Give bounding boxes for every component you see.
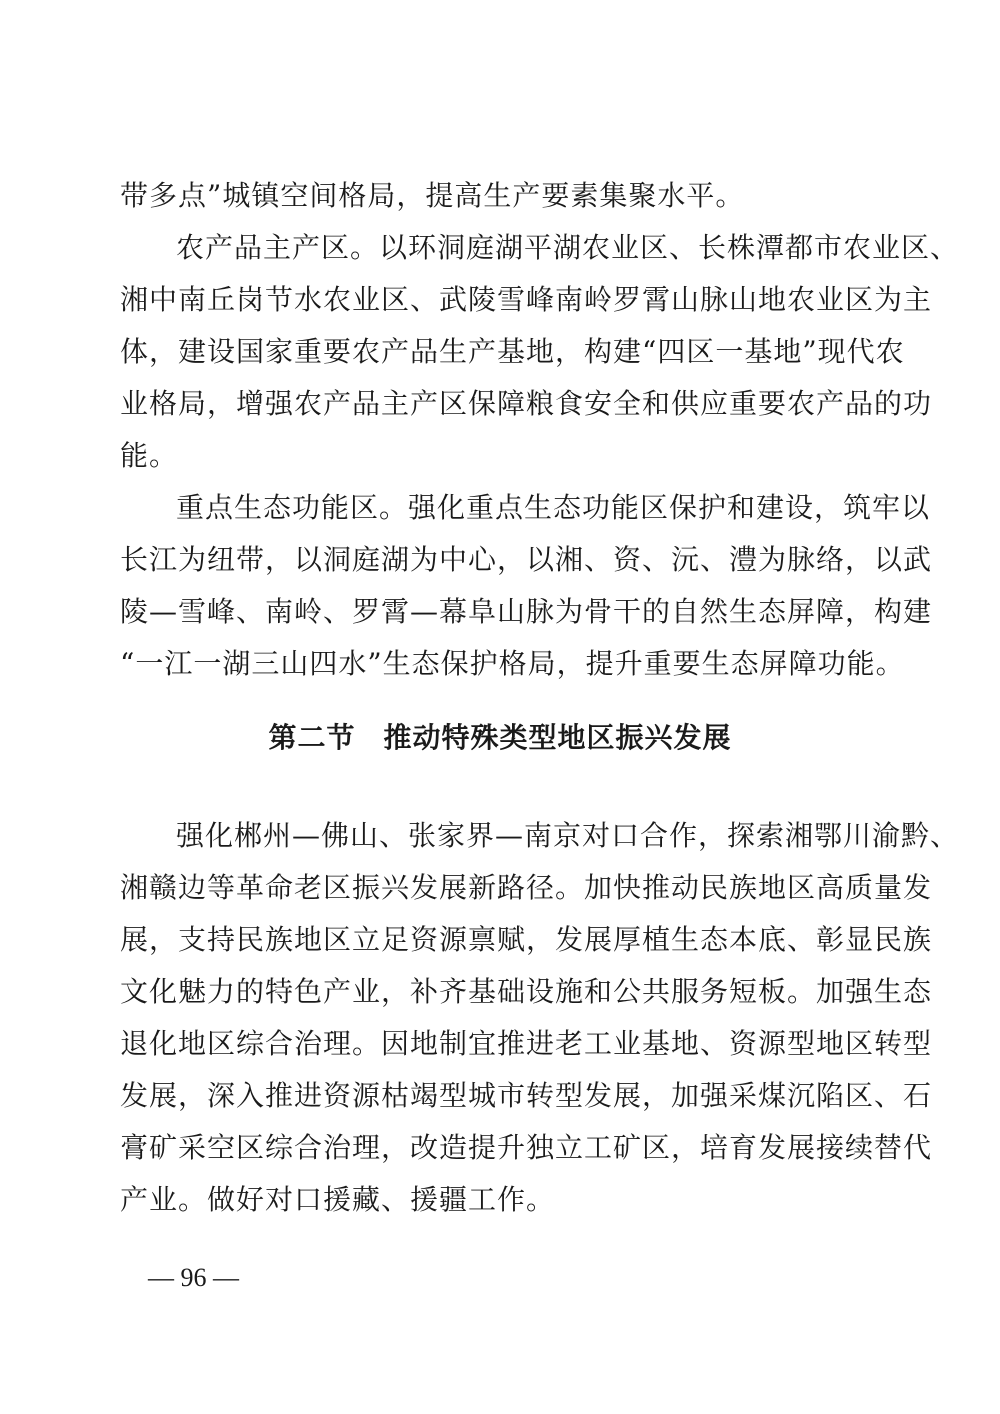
paragraph-line: 产业。做好对口援藏、援疆工作。	[120, 1183, 556, 1216]
paragraph-line: 农产品主产区。以环洞庭湖平湖农业区、长株潭都市农业区、	[176, 231, 960, 264]
page-number: — 96 —	[148, 1263, 239, 1292]
paragraph-line: 发展，深入推进资源枯竭型城市转型发展，加强采煤沉陷区、石	[120, 1079, 933, 1112]
section-number: 第二节	[268, 721, 356, 754]
paragraph-line: 展，支持民族地区立足资源禀赋，发展厚植生态本底、彰显民族	[120, 923, 933, 956]
paragraph-line: “一江一湖三山四水”生态保护格局，提升重要生态屏障功能。	[120, 647, 905, 680]
paragraph-line: 文化魅力的特色产业，补齐基础设施和公共服务短板。加强生态	[120, 975, 933, 1008]
paragraph-line: 强化郴州—佛山、张家界—南京对口合作，探索湘鄂川渝黔、	[176, 819, 960, 852]
paragraph-line: 湘赣边等革命老区振兴发展新路径。加快推动民族地区高质量发	[120, 871, 933, 904]
paragraph-line: 陵—雪峰、南岭、罗霄—幕阜山脉为骨干的自然生态屏障，构建	[120, 595, 933, 628]
paragraph-line: 能。	[120, 439, 179, 472]
section-heading	[0, 712, 1000, 764]
paragraph-line: 带多点”城镇空间格局，提高生产要素集聚水平。	[120, 179, 745, 212]
paragraph-line: 退化地区综合治理。因地制宜推进老工业基地、资源型地区转型	[120, 1027, 933, 1060]
paragraph-line: 体，建设国家重要农产品生产基地，构建“四区一基地”现代农	[120, 335, 905, 368]
paragraph-line: 重点生态功能区。强化重点生态功能区保护和建设，筑牢以	[176, 491, 931, 524]
paragraph-line: 长江为纽带，以洞庭湖为中心，以湘、资、沅、澧为脉络，以武	[120, 543, 933, 576]
paragraph-line: 业格局，增强农产品主产区保障粮食安全和供应重要农产品的功	[120, 387, 933, 420]
paragraph-line: 膏矿采空区综合治理，改造提升独立工矿区，培育发展接续替代	[120, 1131, 933, 1164]
paragraph-line: 湘中南丘岗节水农业区、武陵雪峰南岭罗霄山脉山地农业区为主	[120, 283, 933, 316]
section-title: 推动特殊类型地区振兴发展	[383, 721, 732, 754]
